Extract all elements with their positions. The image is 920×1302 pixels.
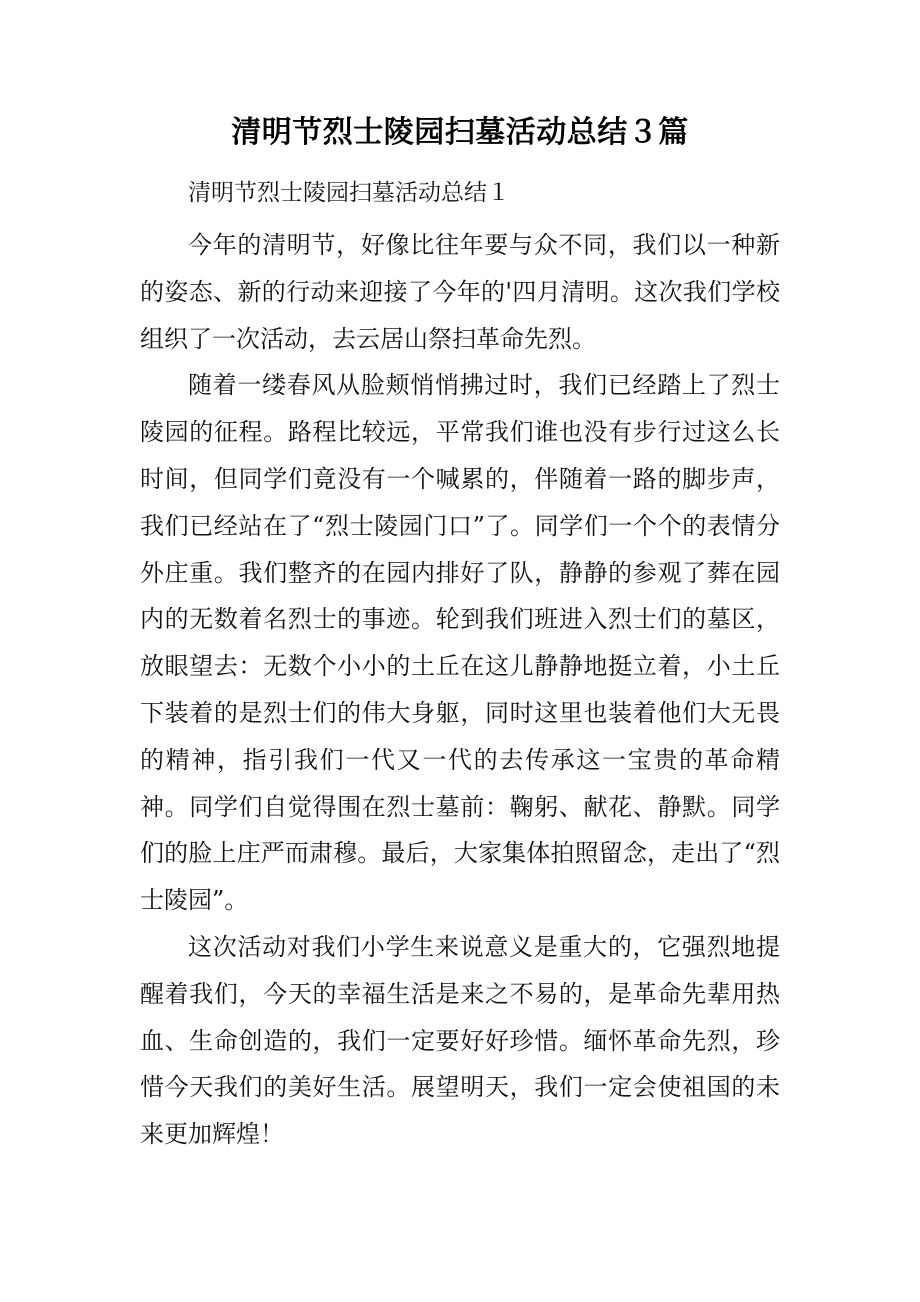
document-body [140,222,780,1158]
paragraph: 这次活动对我们小学生来说意义是重大的，它强烈地提醒着我们，今天的幸福生活是来之不易的，是革命先辈用热血、生命创造的，我们一定要好好珍惜。缅怀革命先烈，珍惜今天我们的美好生活。展望明天，我们一定会使祖国的未来更加辉煌！ [140,932,780,1149]
document-title: 清明节烈士陵园扫墓活动总结３篇 [231,115,689,150]
paragraph: 今年的清明节，好像比往年要与众不同，我们以一种新的姿态、新的行动来迎接了今年的'四月清明。这次我们学校组织了一次活动，去云居山祭扫革命先烈。 [140,231,780,353]
section-heading: 清明节烈士陵园扫墓活动总结１ [188,180,510,206]
paragraph: 随着一缕春风从脸颊悄悄拂过时，我们已经踏上了烈士陵园的征程。路程比较远，平常我们谁也没有步行过这么长时间，但同学们竟没有一个喊累的，伴随着一路的脚步声，我们已经站在了“烈士陵园门口”了。同学们一个个的表情分外庄重。我们整齐的在园内排好了队，静静的参观了葬在园内的无数着名烈士的事迹。轮到我们班进入烈士们的墓区，放眼望去：无数个小小的土丘在这儿静静地挺立着，小土丘下装着的是烈士们的伟大身躯，同时这里也装着他们大无畏的精神，指引我们一代又一代的去传承这一宝贵的革命精神。同学们自觉得围在烈士墓前：鞠躬、献花、静默。同学们的脸上庄严而肃穆。最后，大家集体拍照留念，走出了“烈士陵园”。 [140,371,780,915]
